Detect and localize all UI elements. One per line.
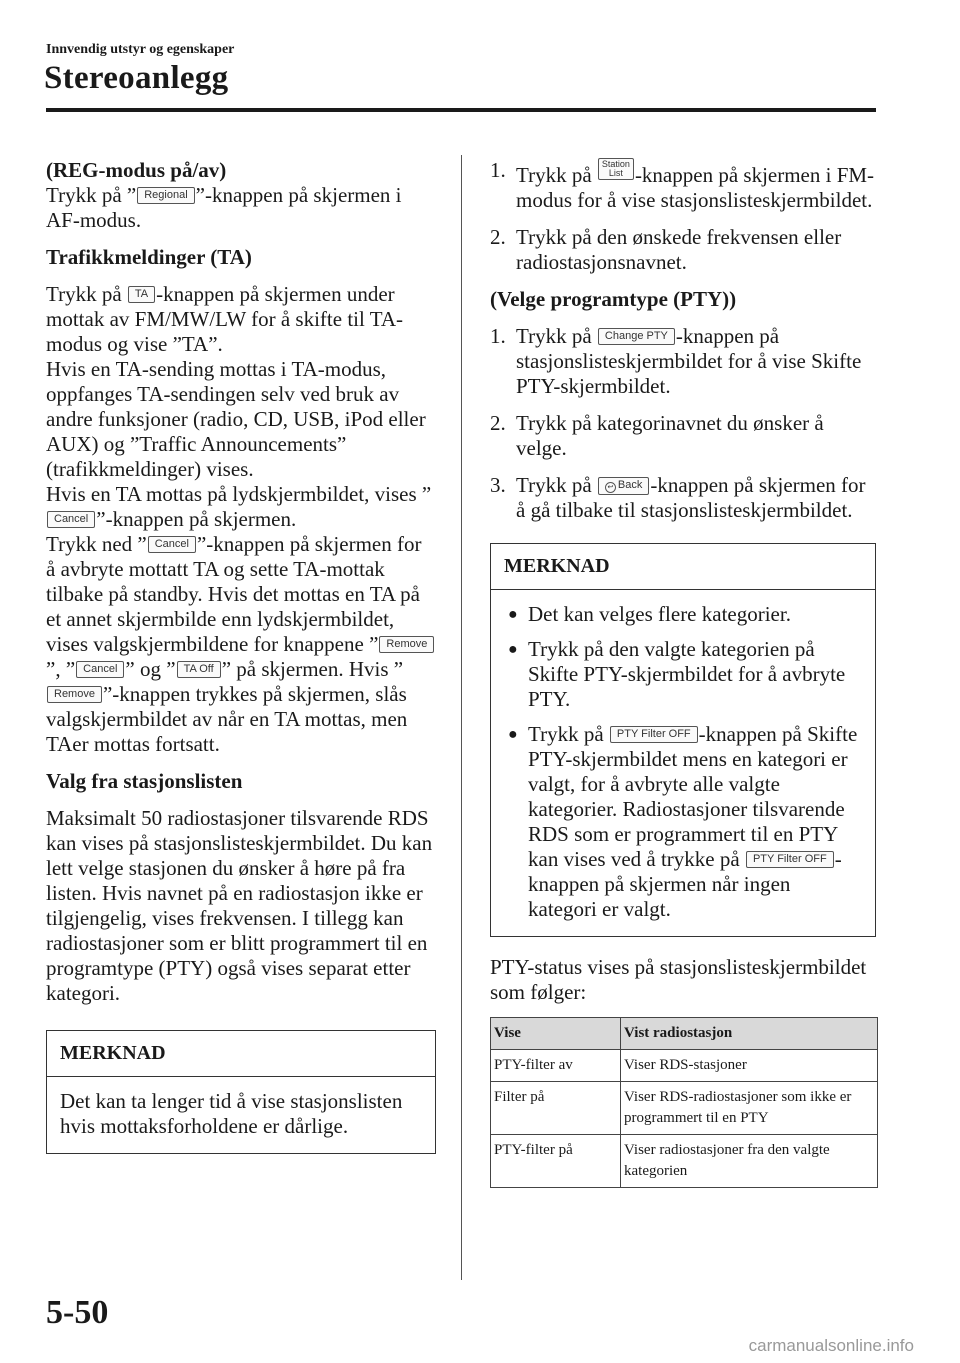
text: Trykk på ” — [46, 183, 137, 207]
ta-off-button-icon: TA Off — [177, 661, 221, 678]
text: Trykk på den valgte kategorien på Skifte PTY-skjermbildet for å avbryte PTY. — [528, 637, 846, 711]
text: ”-knappen på skjermen for å avbryte mottatt TA og sette TA-mottak tilbake på standby. Hvis det mottas en TA på et annet skjermbilde enn lydskjermbildet, vises valgskjermbildene for knappene ” — [46, 532, 422, 656]
table-cell: PTY-filter på — [491, 1135, 621, 1188]
bullet-icon: ● — [508, 606, 518, 623]
step-number: 1. — [490, 158, 506, 182]
table-row — [491, 1135, 878, 1188]
table-header-row — [491, 1018, 878, 1050]
text: Trykk på den ønskede frekvensen eller radiostasjonsnavnet. — [516, 225, 842, 274]
text: Hvis en TA mottas på lydskjermbildet, vises ” — [46, 482, 432, 506]
ta-paragraph-1 — [46, 282, 436, 357]
table-header: Vist radiostasjon — [621, 1018, 878, 1050]
pty-steps — [490, 324, 876, 523]
table-row — [491, 1050, 878, 1082]
regional-button-icon: Regional — [137, 187, 194, 204]
list-item — [490, 158, 876, 213]
watermark: carmanualsonline.info — [748, 1336, 914, 1355]
station-list-paragraph: Maksimalt 50 radiostasjoner tilsvarende RDS kan vises på stasjonslisteskjermbildet. Du kan lett velge stasjonen du ønsker å høre på fra listen. Hvis navnet på en radiostasjon ikke er tilgjengelig, vises frekvensen. I tillegg kan radiostasjoner som er blitt programmert til en programtype (PTY) også vises separat etter kategori. — [46, 806, 433, 1005]
ta-paragraph-3 — [46, 482, 436, 532]
step-number: 1. — [490, 324, 506, 348]
text: List — [608, 168, 623, 178]
note-body — [491, 590, 875, 936]
remove-button-icon: Remove — [47, 686, 102, 703]
station-list-heading: Valg fra stasjonslisten — [46, 769, 243, 793]
bullet-icon: ● — [508, 641, 518, 658]
bullet-icon: ● — [508, 726, 518, 743]
reg-paragraph — [46, 183, 436, 233]
text: -knappen på skjermen under mottak av FM/MW/LW for å skifte til TA-modus og vise ”TA”. — [46, 282, 404, 356]
text: Trykk på — [516, 324, 597, 348]
table-cell: Viser RDS-radiostasjoner som ikke er programmert til en PTY — [621, 1082, 878, 1135]
note-box — [490, 543, 876, 937]
reg-heading: (REG-modus på/av) — [46, 158, 227, 182]
cancel-button-icon: Cancel — [148, 536, 196, 553]
cancel-button-icon: Cancel — [47, 511, 95, 528]
text: ”-knappen trykkes på skjermen, slås valgskjermbildet av når en TA mottas, men TAer mottas fortsatt. — [46, 682, 408, 756]
text: -knappen på stasjonslisteskjermbildet for å vise Skifte PTY-skjermbildet. — [516, 324, 862, 398]
note-heading: MERKNAD — [47, 1031, 435, 1077]
pty-status-table — [490, 1017, 878, 1188]
text: ”-knappen på skjermen. — [96, 507, 297, 531]
station-list-button-icon — [598, 158, 634, 180]
list-item — [490, 473, 876, 523]
pty-filter-off-button-icon: PTY Filter OFF — [746, 851, 834, 868]
text: -knappen på Skifte PTY-skjermbildet mens en kategori er valgt, for å avbryte alle valgte kategorier. Radiostasjoner tilsvarende RDS som er programmert til en PTY kan vises ved å trykke på — [528, 722, 858, 871]
table-row — [491, 1082, 878, 1135]
column-divider — [461, 155, 462, 1280]
text: ” på skjermen. Hvis ” — [221, 657, 404, 681]
note-box — [46, 1030, 436, 1154]
change-pty-button-icon: Change PTY — [598, 328, 675, 345]
text: Trykk på kategorinavnet du ønsker å velge. — [516, 411, 824, 460]
station-list-steps — [490, 158, 876, 275]
list-item — [490, 411, 876, 461]
text: -knappen på skjermen i FM-modus for å vise stasjonslisteskjermbildet. — [516, 163, 875, 212]
note-heading: MERKNAD — [491, 544, 875, 590]
text: Station — [601, 159, 630, 169]
text: Trykk på — [528, 722, 609, 746]
list-item — [490, 324, 876, 399]
text: Det kan velges flere kategorier. — [528, 602, 791, 626]
note-text: Det kan ta lenger tid å vise stasjonslisten hvis mottaksforholdene er dårlige. — [60, 1089, 403, 1138]
text: Trykk på — [516, 163, 597, 187]
step-number: 2. — [490, 225, 506, 249]
right-column — [490, 158, 876, 1188]
table-cell: Filter på — [491, 1082, 621, 1135]
table-header: Vise — [491, 1018, 621, 1050]
text: ” og ” — [125, 657, 176, 681]
list-item — [504, 602, 862, 627]
cancel-button-icon: Cancel — [76, 661, 124, 678]
table-cell: Viser RDS-stasjoner — [621, 1050, 878, 1082]
text: Trykk ned ” — [46, 532, 147, 556]
text: Back — [617, 479, 643, 491]
back-arrow-icon: ↩ — [605, 482, 616, 493]
text: -knappen på skjermen for å gå tilbake til stasjonslisteskjermbildet. — [516, 473, 866, 522]
text: Trykk på — [46, 282, 127, 306]
text: ”-knappen på skjermen i AF-modus. — [46, 183, 402, 232]
pty-heading: (Velge programtype (PTY)) — [490, 287, 737, 311]
page-title: Stereoanlegg — [44, 60, 229, 96]
text: Trykk på — [516, 473, 597, 497]
text: -knappen på skjermen når ingen kategori er valgt. — [528, 847, 842, 921]
ta-button-icon: TA — [128, 286, 155, 303]
left-column — [46, 158, 436, 1154]
title-rule — [46, 108, 876, 112]
table-cell: PTY-filter av — [491, 1050, 621, 1082]
ta-paragraph-4 — [46, 532, 436, 757]
note-list — [504, 602, 862, 922]
ta-paragraph-2: Hvis en TA-sending mottas i TA-modus, oppfanges TA-sendingen selv ved bruk av andre funksjoner (radio, CD, USB, iPod eller AUX) og ”Traffic Announcements” (trafikkmeldinger) vises. — [46, 357, 426, 481]
step-number: 2. — [490, 411, 506, 435]
text: ”, ” — [46, 657, 76, 681]
list-item — [490, 225, 876, 275]
step-number: 3. — [490, 473, 506, 497]
remove-button-icon: Remove — [379, 636, 434, 653]
chapter-label: Innvendig utstyr og egenskaper — [46, 42, 235, 57]
pty-status-text: PTY-status vises på stasjonslisteskjermbildet som følger: — [490, 955, 867, 1004]
back-button-icon — [598, 477, 649, 495]
pty-filter-off-button-icon: PTY Filter OFF — [610, 726, 698, 743]
list-item — [504, 637, 862, 712]
ta-heading: Trafikkmeldinger (TA) — [46, 245, 252, 269]
list-item — [504, 722, 862, 922]
table-cell: Viser radiostasjoner fra den valgte kategorien — [621, 1135, 878, 1188]
page-number: 5-50 — [46, 1294, 109, 1331]
